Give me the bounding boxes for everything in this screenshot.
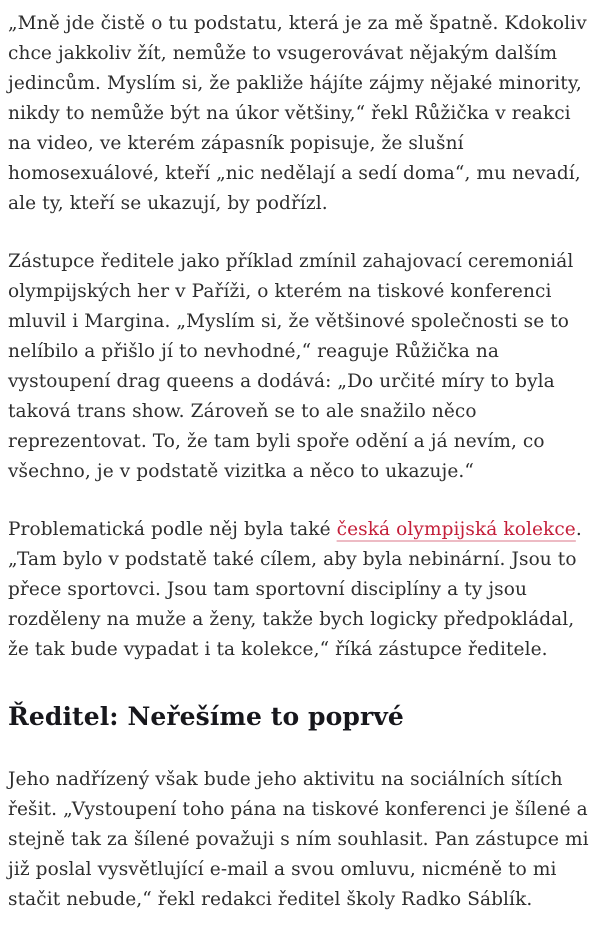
paragraph-quote-ruzicka: „Mně jde čistě o tu podstatu, která je za mě špatně. Kdokoliv chce jakkoliv žít, nemůže to vsugerovávat nějakým dalším jedincům. Myslím si, že pakliže hájíte zájmy nějaké minority, nikdy to nemůže být na úkor většiny,“ řekl Růžička v reakci na video, ve kterém zápasník popisuje, že slušní homosexuálové, kteří „nic nedělají a sedí doma“, mu nevadí, ale ty, kteří se ukazují, by podřízl. — [8, 13, 587, 214]
paragraph-collection-lead: Problematická podle něj byla také — [8, 519, 337, 540]
paragraph-ceremony: Zástupce ředitele jako příklad zmínil zahajovací ceremoniál olympijských her v Paříži, o kterém na tiskové konferenci mluvil i Margina. „Myslím si, že většinové společnosti se to nelíbilo a přišlo jí to nevhodné,“ reaguje Růžička na vystoupení drag queens a dodává: „Do určité míry to byla taková trans show. Zároveň se to ale snažilo něco reprezentovat. To, že tam byli spoře odění a já nevím, co všechno, je v podstatě vizitka a něco to ukazuje.“ — [8, 251, 574, 482]
paragraph-collection-rest: . „Tam bylo v podstatě také cílem, aby byla nebinární. Jsou to přece sportovci. Jsou tam sportovní disciplíny a ty jsou rozděleny na muže a ženy, takže bych logicky předpokládal, že tak bude vypadat i ta kolekce,“ říká zástupce ředitele. — [8, 519, 582, 660]
paragraph-director-reaction: Jeho nadřízený však bude jeho aktivitu na sociálních sítích řešit. „Vystoupení toho pána na tiskové konferenci je šílené a stejně tak za šílené považuji s ním souhlasit. Pan zástupce mi již poslal vysvětlující e-mail a svou omluvu, nicméně to mi stačit nebude,“ řekl redakci ředitel školy Radko Sáblík. — [8, 769, 589, 910]
paragraph-collection — [8, 515, 598, 665]
section-heading-reditel: Ředitel: Neřešíme to poprvé — [8, 702, 404, 731]
olympic-collection-link[interactable]: česká olympijská kolekce — [336, 519, 576, 540]
